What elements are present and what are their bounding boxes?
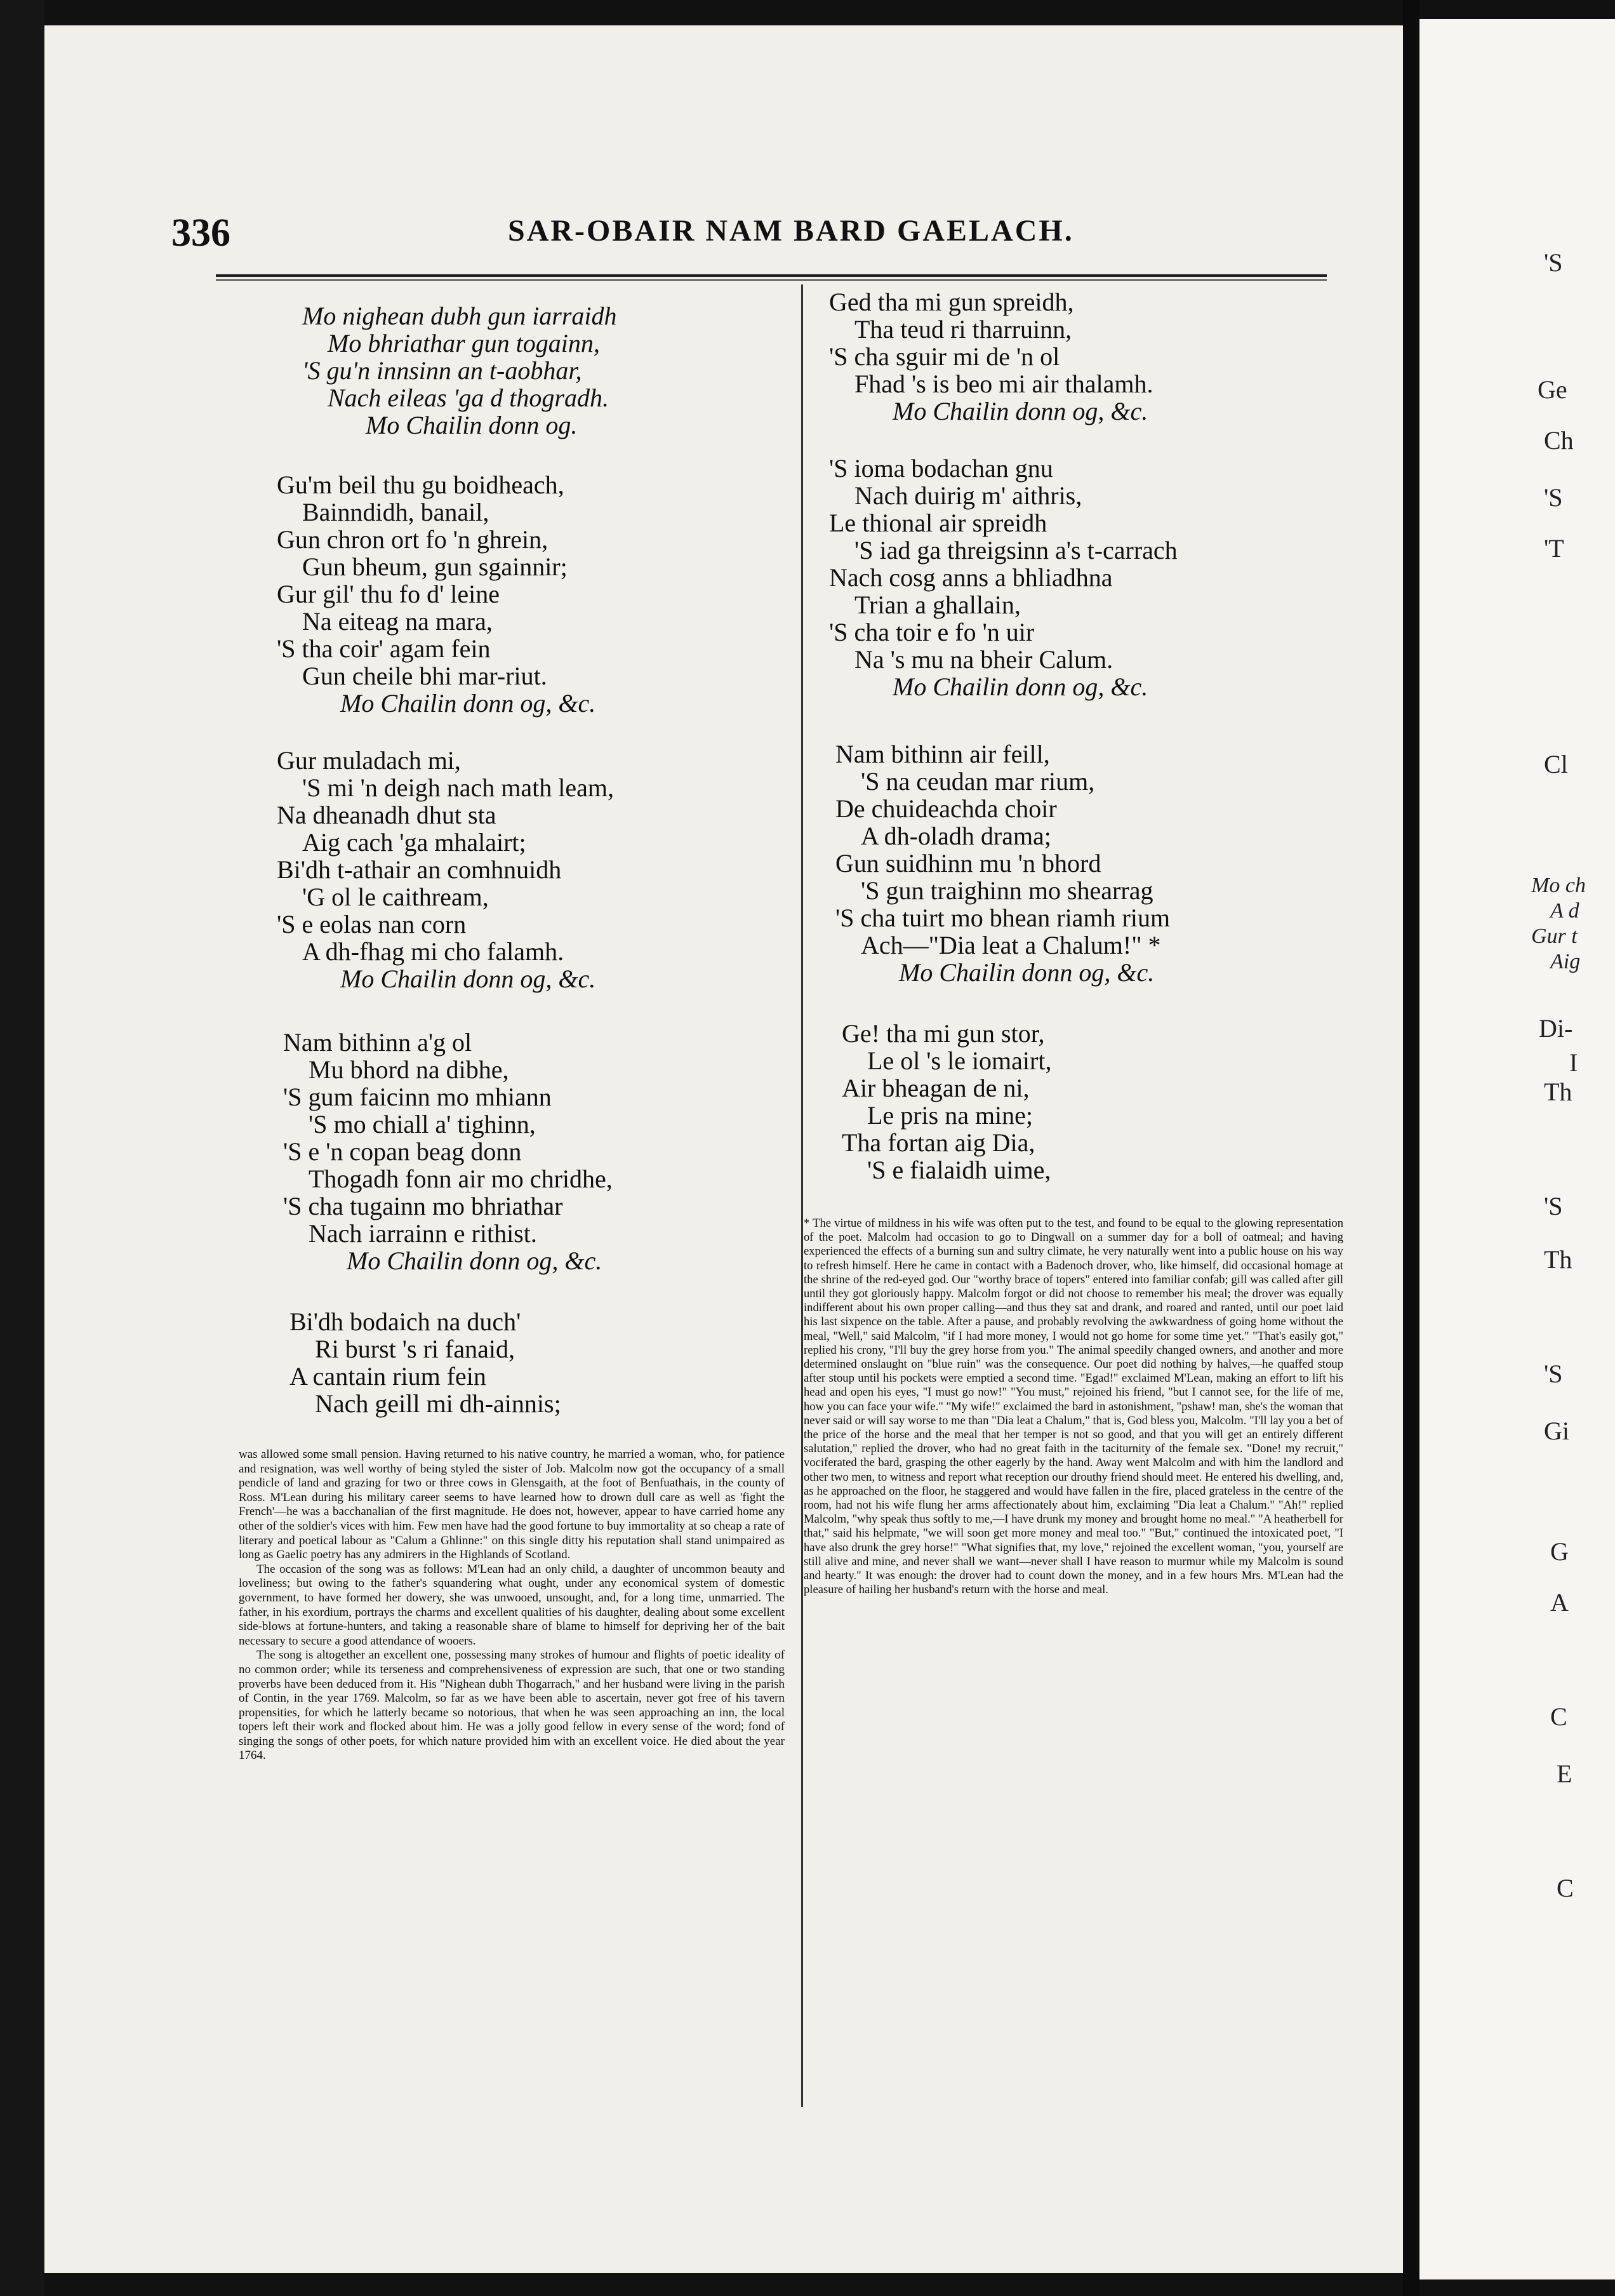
- verse-line: 'S e eolas nan corn: [277, 910, 467, 938]
- verse-line: Gur gil' thu fo d' leine: [277, 580, 500, 608]
- verse-line: 'S tha coir' agam fein: [277, 634, 491, 663]
- verse-line: Le thional air spreidh: [829, 509, 1047, 537]
- stanza: [829, 288, 1153, 425]
- prose-paragraph: was allowed some small pension. Having returned to his native country, he married a woman, who, for patience and resignation, was well worthy of being styled the sister of Job. Malcolm now got the occupancy of a small pendicle of land and grazing for two or three cows in Glensgaith, at the foot of Benfuathais, in the county of Ross. M'Lean during his military career seems to have learned how to drown dull care as well as 'fight the French'—he was a bacchanalian of the first magnitude. He does not, however, appear to have carried home any other of the soldier's vices with him. Few men have had the good fortune to buy immortality at so cheap a rate of literary and poetical labour as "Calum a Ghlinne:" on this single ditty his reputation shall stand unimpaired as long as Gaelic poetry has any admirers in the Highlands of Scotland.: [239, 1448, 785, 1562]
- verse-line: Mu bhord na dibhe,: [309, 1055, 509, 1084]
- stanza: [283, 1029, 613, 1274]
- verse-line: Bi'dh bodaich na duch': [289, 1307, 521, 1336]
- facing-fragment: G: [1550, 1537, 1569, 1566]
- refrain: Mo Chailin donn og, &c.: [340, 689, 596, 718]
- verse-line: 'S mi 'n deigh nach math leam,: [302, 773, 614, 802]
- stanza: [842, 1020, 1051, 1184]
- verse-line: Trian a ghallain,: [854, 591, 1021, 619]
- prose-paragraph: The occasion of the song was as follows: M'Lean had an only child, a daughter of uncommon beauty and loveliness; but owing to the father's squandering what ought, under any economical system of domestic government, to have formed her dowery, she was unwooed, unsought, and, for a long time, unmarried. The father, in his exordium, portrays the charms and excellent qualities of his daughter, dealing about some excellent side-blows at fortune-hunters, and taking a reasonable share of blame to himself for depriving her of the bait necessary to secure a good attendance of wooers.: [239, 1562, 785, 1648]
- facing-fragment: Th: [1544, 1078, 1572, 1106]
- verse-line: Ri burst 's ri fanaid,: [315, 1335, 515, 1363]
- verse-line: 'S cha tugainn mo bhriathar: [283, 1192, 563, 1220]
- verse-line: Nach cosg anns a bhliadhna: [829, 563, 1113, 592]
- verse-line: Tha teud ri tharruinn,: [854, 315, 1072, 344]
- scan-left-edge: [0, 0, 44, 2296]
- header-rule: [216, 274, 1327, 277]
- running-title: SAR-OBAIR NAM BARD GAELACH.: [508, 214, 1074, 248]
- verse-line: Thogadh fonn air mo chridhe,: [309, 1165, 613, 1193]
- verse-line: Tha fortan aig Dia,: [842, 1128, 1035, 1157]
- verse-line: Mo bhriathar gun togainn,: [328, 329, 600, 357]
- footnote: [804, 1217, 1343, 1597]
- verse-line: Ach—"Dia leat a Chalum!" *: [861, 931, 1161, 959]
- verse-line: Mo nighean dubh gun iarraidh: [302, 302, 617, 330]
- prose-paragraph: The song is altogether an excellent one, possessing many strokes of humour and flights of poetic ideality of no common order; while its terseness and comprehensiveness of expression are such, that one or two standing proverbs have been deduced from it. His "Nighean dubh Thogarrach," and her husband were living in the parish of Contin, in the year 1769. Malcolm, so far as we have been able to ascertain, never got free of his tavern propensities, for which he latterly became so notorious, that when he was seen approaching an inn, the local topers left their work and flocked about him. He was a jolly good fellow in every sense of the word; fond of singing the songs of other poets, for which nature provided him with an excellent voice. He died about the year 1764.: [239, 1648, 785, 1763]
- verse-line: 'S gum faicinn mo mhiann: [283, 1083, 552, 1111]
- verse-line: 'S e fialaidh uime,: [867, 1156, 1051, 1184]
- verse-line: Le pris na mine;: [867, 1101, 1033, 1130]
- facing-fragment: 'S: [1544, 248, 1563, 277]
- verse-line: Na dheanadh dhut sta: [277, 801, 496, 829]
- verse-line: Nach duirig m' aithris,: [854, 481, 1082, 510]
- facing-fragment: 'S: [1544, 1192, 1563, 1220]
- biographical-note: [239, 1448, 785, 1763]
- stanza: [829, 455, 1178, 700]
- verse-line: 'S e 'n copan beag donn: [283, 1137, 522, 1166]
- facing-fragment: 'T: [1544, 534, 1564, 563]
- verse-line: 'G ol le caithream,: [302, 883, 489, 911]
- stanza: [835, 740, 1170, 986]
- refrain: Mo Chailin donn og, &c.: [899, 958, 1155, 987]
- verse-line: Gun suidhinn mu 'n bhord: [835, 849, 1101, 878]
- facing-fragment: C: [1550, 1702, 1567, 1731]
- facing-fragment: A: [1550, 1588, 1569, 1617]
- stanza: [277, 471, 595, 717]
- verse-line: Aig cach 'ga mhalairt;: [302, 828, 526, 857]
- verse-line: Air bheagan de ni,: [842, 1074, 1030, 1102]
- verse-line: 'S iad ga threigsinn a's t-carrach: [854, 536, 1178, 564]
- verse-line: Le ol 's le iomairt,: [867, 1046, 1052, 1075]
- intro-verse: [302, 302, 617, 439]
- header-rule-thin: [216, 279, 1327, 281]
- verse-line: 'S na ceudan mar rium,: [861, 767, 1095, 796]
- verse-line: 'S ioma bodachan gnu: [829, 454, 1053, 483]
- verse-line: Nach eileas 'ga d thogradh.: [328, 384, 609, 412]
- refrain: Mo Chailin donn og, &c.: [893, 672, 1148, 701]
- verse-line: Bainndidh, banail,: [302, 498, 489, 526]
- verse-line: 'S gu'n innsinn an t-aobhar,: [302, 356, 582, 385]
- footnote-text: * The virtue of mildness in his wife was often put to the test, and found to be equal to the glowing representation of the poet. Malcolm had occasion to go to Dingwall on a summer day for a boll of oatmeal; and having experienced the effects of a burning sun and sultry climate, he very naturally went into a public house on his way to refresh himself. Here he came in contact with a Badenoch drover, who, like himself, did occasional homage at the shrine of the red-eyed god. Our "worthy brace of topers" entered into familiar confab; gill was called after gill until they got gloriously happy. Malcolm forgot or did not choose to remember his meal; the drover was equally indifferent about his own proper calling—and thus they sat and drank, and roared and ranted, until our poet laid his last sixpence on the table. After a pause, and probably revolving the awkwardness of going home without the meal, "Well," said Malcolm, "if I had more money, I would not go home for some time yet." "That's easily got," replied his crony, "I'll buy the grey horse from you." The animal speedily changed owners, and another and more determined onslaught on "blue ruin" was the consequence. Our poet did nothing by halves,—he quaffed stoup after stoup until his pockets were emptied a second time. "Egad!" exclaimed M'Lean, making an effort to lift his head and open his eyes, "I must go now!" "You must," rejoined his friend, "but I cannot see, for the life of me, how you can face your wife." "My wife!" exclaimed the bard in astonishment, "pshaw! man, she's the woman that never said or will say worse to me than "Dia leat a Chalum," that is, God bless you, Malcolm. "I'll lay you a bet of the price of the horse and the meal that her temper is not so good, and that you will get an entirely different salutation," replied the drover, who had no great faith in the taciturnity of the female sex. "Done! my recruit," vociferated the bard, grasping the other eagerly by the hand. Away went Malcolm and with him the landlord and other two men, to witness and report what reception our drouthy friend should meet. He entered his dwelling, and, as he approached on the floor, he staggered and would have fallen in the fire, placed grateless in the centre of the room, had not his wife flung her arms affectionately about him, exclaiming "Dia leat a Chalum." "Ah!" replied Malcolm, "why speak thus softly to me,—I have drunk my money and brought home no meal." "A heatherbell for that," said his helpmate, "we will soon get more money and meal too." "But," continued the intoxicated poet, "I have also drunk the grey horse!" "What signifies that, my love," rejoined the excellent woman, "you, yourself are still alive and mine, and never shall we want—never shall I have reason to murmur while my Malcolm is sound and hearty." It was enough: the drover had to count down the money, and in a few hours Mrs. M'Lean had the pleasure of hailing her husband's return with the horse and meal.: [804, 1217, 1343, 1597]
- verse-line: Fhad 's is beo mi air thalamh.: [854, 370, 1153, 398]
- facing-fragment: 'S: [1544, 483, 1563, 512]
- facing-fragment: Ge: [1538, 375, 1567, 404]
- facing-fragment: Ch: [1544, 426, 1574, 455]
- verse-line: 'S cha toir e fo 'n uir: [829, 618, 1035, 646]
- facing-fragment: Gur t: [1531, 924, 1578, 948]
- verse-line: A cantain rium fein: [289, 1362, 486, 1391]
- facing-fragment: Aig: [1550, 950, 1581, 973]
- verse-line: A dh-oladh drama;: [861, 822, 1051, 850]
- facing-fragment: Mo ch: [1531, 874, 1586, 897]
- facing-page-edge: [1419, 19, 1615, 2279]
- verse-line: Na 's mu na bheir Calum.: [854, 645, 1113, 674]
- facing-fragment: Di-: [1539, 1014, 1573, 1043]
- refrain: Mo Chailin donn og, &c.: [347, 1246, 602, 1275]
- book-gutter: [1403, 0, 1419, 2296]
- facing-fragment: Cl: [1544, 750, 1568, 778]
- verse-line: Ged tha mi gun spreidh,: [829, 288, 1074, 316]
- facing-fragment: Gi: [1544, 1417, 1569, 1445]
- verse-line: Ge! tha mi gun stor,: [842, 1019, 1045, 1048]
- verse-line: Nam bithinn a'g ol: [283, 1028, 472, 1057]
- refrain: Mo Chailin donn og, &c.: [340, 964, 596, 993]
- verse-line: A dh-fhag mi cho falamh.: [302, 937, 564, 966]
- verse-line: Gun cheile bhi mar-riut.: [302, 662, 547, 690]
- stanza: [289, 1308, 561, 1417]
- verse-line: 'S cha sguir mi de 'n ol: [829, 342, 1060, 371]
- column-divider: [801, 284, 803, 2107]
- verse-line: Na eiteag na mara,: [302, 607, 493, 636]
- verse-line: 'S mo chiall a' tighinn,: [309, 1110, 536, 1138]
- facing-fragment: I: [1569, 1048, 1578, 1077]
- verse-line: Bi'dh t-athair an comhnuidh: [277, 855, 562, 884]
- verse-line: 'S cha tuirt mo bhean riamh rium: [835, 904, 1171, 932]
- facing-fragment: 'S: [1544, 1359, 1563, 1388]
- facing-fragment: Th: [1544, 1245, 1572, 1274]
- verse-line: Gu'm beil thu gu boidheach,: [277, 471, 564, 499]
- verse-line: Nach geill mi dh-ainnis;: [315, 1389, 561, 1418]
- page-number: 336: [171, 211, 230, 255]
- verse-line: Gun chron ort fo 'n ghrein,: [277, 525, 548, 554]
- book-page: [44, 25, 1403, 2273]
- verse-line: Gur muladach mi,: [277, 746, 461, 775]
- verse-line: De chuideachda choir: [835, 794, 1057, 823]
- verse-line: Gun bheum, gun sgainnir;: [302, 552, 568, 581]
- facing-fragment: C: [1557, 1874, 1574, 1902]
- verse-line: 'S gun traighinn mo shearrag: [861, 876, 1153, 905]
- verse-line: Nam bithinn air feill,: [835, 740, 1050, 768]
- facing-fragment: A d: [1550, 899, 1579, 923]
- facing-fragment: E: [1557, 1759, 1572, 1788]
- verse-line: Nach iarrainn e rithist.: [309, 1219, 537, 1248]
- stanza: [277, 747, 614, 992]
- refrain: Mo Chailin donn og.: [366, 411, 578, 439]
- refrain: Mo Chailin donn og, &c.: [893, 397, 1148, 425]
